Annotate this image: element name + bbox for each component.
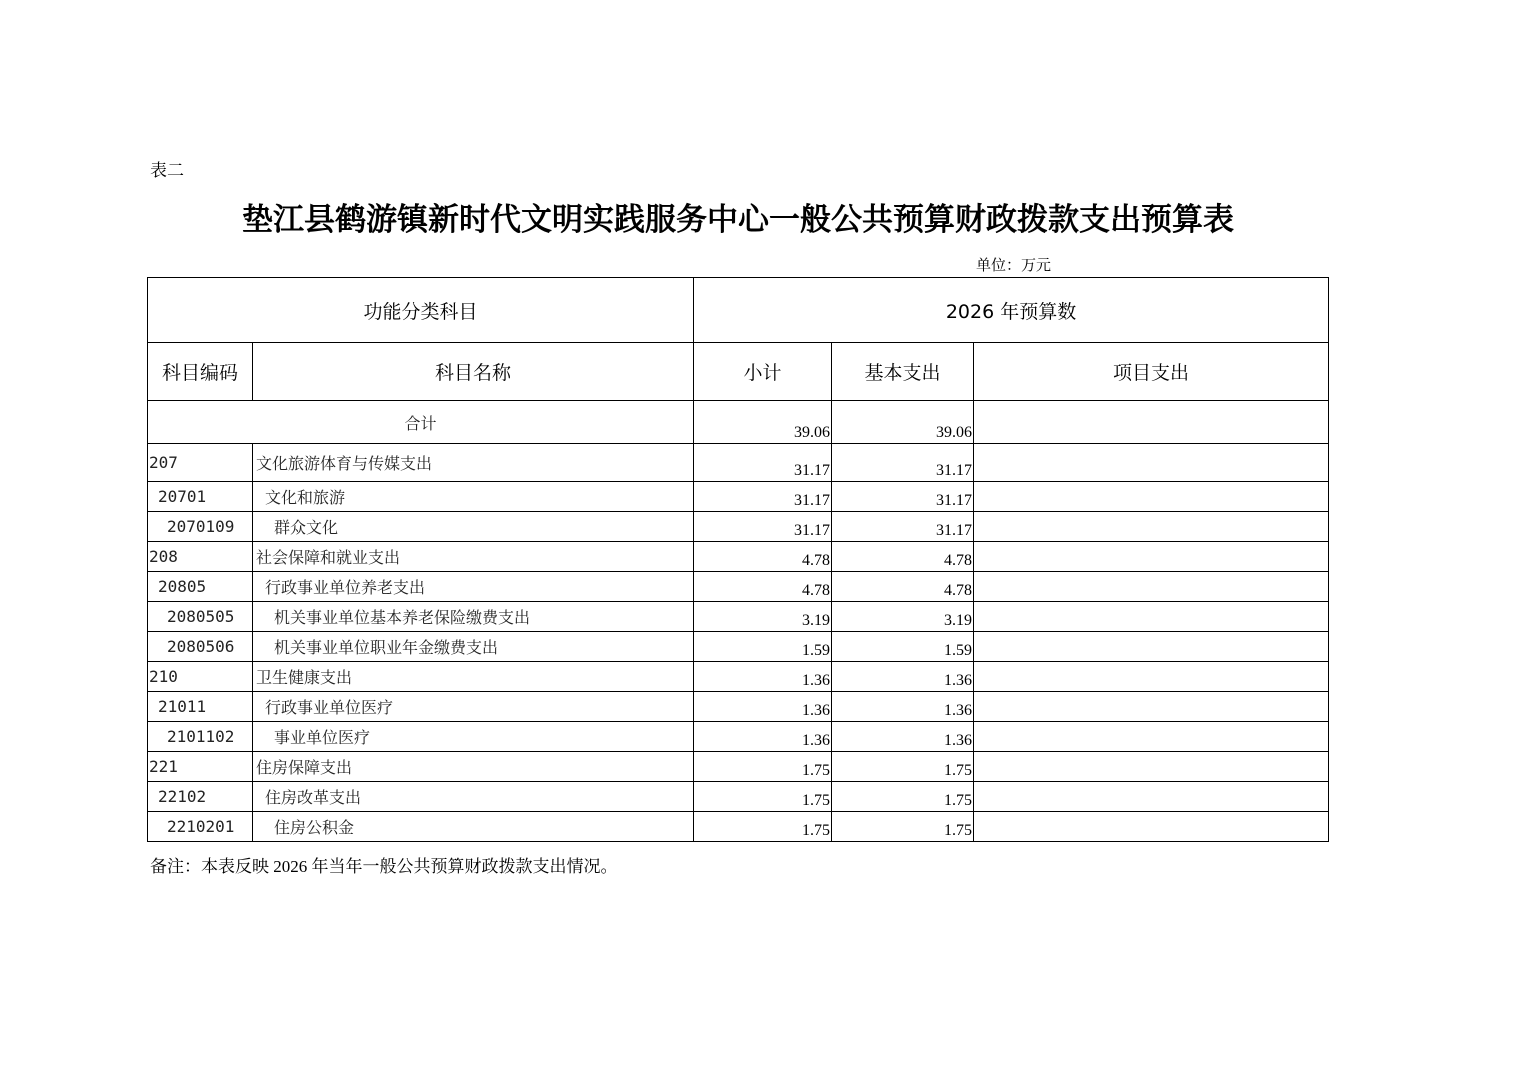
row-project (974, 444, 1329, 482)
row-name: 行政事业单位养老支出 (253, 572, 694, 602)
row-subtotal: 1.36 (694, 692, 832, 722)
row-subtotal: 1.59 (694, 632, 832, 662)
header-row-group (148, 278, 1329, 343)
row-basic: 1.75 (832, 752, 974, 782)
header-basic: 基本支出 (832, 343, 974, 401)
table-row (148, 692, 1329, 722)
row-basic: 31.17 (832, 482, 974, 512)
row-code: 2080506 (148, 632, 253, 662)
table-row (148, 444, 1329, 482)
row-subtotal: 1.36 (694, 662, 832, 692)
page-title: 垫江县鹤游镇新时代文明实践服务中心一般公共预算财政拨款支出预算表 (242, 202, 1234, 238)
row-code: 2210201 (148, 812, 253, 842)
row-code: 20701 (148, 482, 253, 512)
budget-table (147, 277, 1329, 842)
row-code: 21011 (148, 692, 253, 722)
row-name: 住房公积金 (253, 812, 694, 842)
table-row (148, 632, 1329, 662)
row-project (974, 482, 1329, 512)
row-name: 机关事业单位基本养老保险缴费支出 (253, 602, 694, 632)
row-name: 行政事业单位医疗 (253, 692, 694, 722)
total-subtotal: 39.06 (694, 401, 832, 444)
row-basic: 31.17 (832, 512, 974, 542)
total-label: 合计 (148, 401, 694, 444)
row-subtotal: 1.75 (694, 752, 832, 782)
unit-label: 单位：万元 (976, 256, 1052, 274)
row-subtotal: 1.75 (694, 812, 832, 842)
row-code: 208 (148, 542, 253, 572)
row-subtotal: 3.19 (694, 602, 832, 632)
header-code: 科目编码 (148, 343, 253, 401)
row-code: 221 (148, 752, 253, 782)
row-code: 2101102 (148, 722, 253, 752)
row-project (974, 692, 1329, 722)
table-row (148, 482, 1329, 512)
row-basic: 1.75 (832, 782, 974, 812)
total-basic: 39.06 (832, 401, 974, 444)
row-subtotal: 1.36 (694, 722, 832, 752)
table-row (148, 662, 1329, 692)
row-name: 住房保障支出 (253, 752, 694, 782)
row-basic: 1.36 (832, 692, 974, 722)
document-label: 表二 (150, 161, 184, 181)
row-name: 文化旅游体育与传媒支出 (253, 444, 694, 482)
row-subtotal: 31.17 (694, 444, 832, 482)
row-name: 卫生健康支出 (253, 662, 694, 692)
row-project (974, 722, 1329, 752)
row-basic: 1.75 (832, 812, 974, 842)
row-name: 事业单位医疗 (253, 722, 694, 752)
table-row (148, 812, 1329, 842)
row-basic: 31.17 (832, 444, 974, 482)
header-function-group: 功能分类科目 (148, 278, 694, 343)
row-code: 2070109 (148, 512, 253, 542)
row-project (974, 512, 1329, 542)
row-project (974, 752, 1329, 782)
table-row (148, 602, 1329, 632)
row-project (974, 542, 1329, 572)
row-project (974, 662, 1329, 692)
table-row (148, 512, 1329, 542)
row-code: 210 (148, 662, 253, 692)
table-row (148, 722, 1329, 752)
header-project: 项目支出 (974, 343, 1329, 401)
row-project (974, 632, 1329, 662)
header-subtotal: 小计 (694, 343, 832, 401)
row-subtotal: 31.17 (694, 512, 832, 542)
table-row (148, 752, 1329, 782)
row-basic: 4.78 (832, 542, 974, 572)
row-name: 群众文化 (253, 512, 694, 542)
header-row-columns (148, 343, 1329, 401)
row-basic: 3.19 (832, 602, 974, 632)
row-subtotal: 1.75 (694, 782, 832, 812)
row-code: 22102 (148, 782, 253, 812)
row-subtotal: 4.78 (694, 542, 832, 572)
row-code: 20805 (148, 572, 253, 602)
row-project (974, 602, 1329, 632)
row-basic: 1.36 (832, 722, 974, 752)
total-row (148, 401, 1329, 444)
row-subtotal: 31.17 (694, 482, 832, 512)
header-budget-group: 2026 年预算数 (694, 278, 1329, 343)
row-basic: 1.36 (832, 662, 974, 692)
row-project (974, 782, 1329, 812)
footnote: 备注：本表反映 2026 年当年一般公共预算财政拨款支出情况。 (150, 857, 618, 876)
row-subtotal: 4.78 (694, 572, 832, 602)
row-basic: 4.78 (832, 572, 974, 602)
row-name: 机关事业单位职业年金缴费支出 (253, 632, 694, 662)
row-code: 2080505 (148, 602, 253, 632)
row-project (974, 812, 1329, 842)
row-project (974, 572, 1329, 602)
header-name: 科目名称 (253, 343, 694, 401)
table-row (148, 782, 1329, 812)
total-project (974, 401, 1329, 444)
table-row (148, 572, 1329, 602)
row-name: 社会保障和就业支出 (253, 542, 694, 572)
row-code: 207 (148, 444, 253, 482)
row-name: 文化和旅游 (253, 482, 694, 512)
row-basic: 1.59 (832, 632, 974, 662)
row-name: 住房改革支出 (253, 782, 694, 812)
table-row (148, 542, 1329, 572)
